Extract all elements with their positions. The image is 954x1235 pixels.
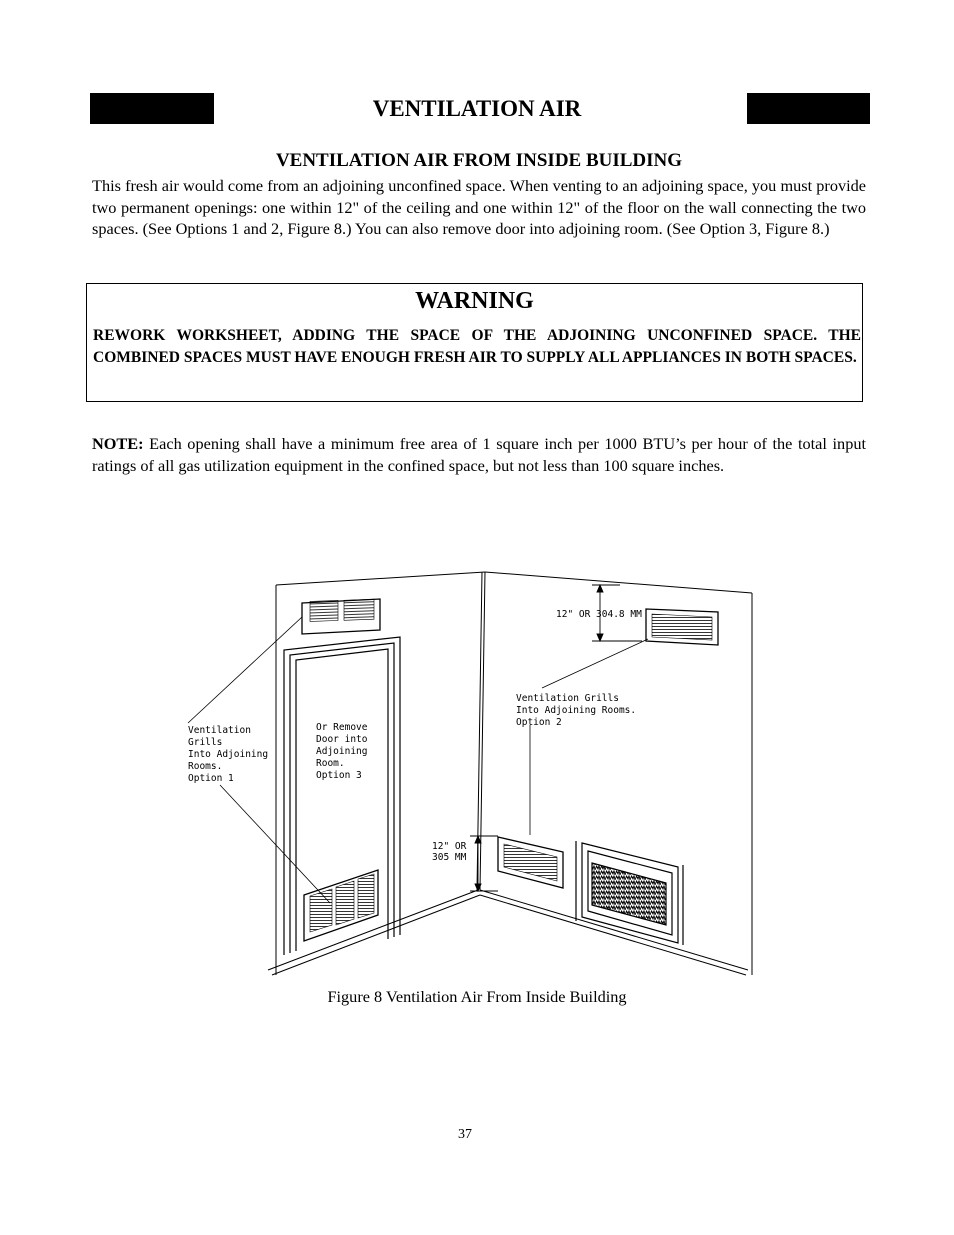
leader-lines <box>188 617 648 903</box>
option2-label-line: Ventilation Grills <box>516 693 619 704</box>
option2-label-line: Into Adjoining Rooms. <box>516 705 637 716</box>
warning-box <box>86 283 863 402</box>
option1-label-line: Grills <box>188 737 223 748</box>
dimension-bottom-label: 305 MM <box>432 852 467 863</box>
fireplace <box>576 841 683 945</box>
grill-option1-bottom <box>304 870 378 941</box>
dimension-top-label: 12" OR 304.8 MM <box>556 609 642 620</box>
option3-label-line: Door into <box>316 734 368 745</box>
note-paragraph <box>92 433 866 476</box>
option1-label-line: Ventilation <box>188 725 251 736</box>
page-number: 37 <box>458 1127 472 1142</box>
option1-label-line: Option 1 <box>188 773 234 784</box>
grill-option2-bottom <box>498 837 563 888</box>
note-label: NOTE: <box>92 434 144 453</box>
intro-paragraph: This fresh air would come from an adjoining unconfined space. When venting to an adjoining space, you must provide two permanent openings: one within 12" of the ceiling and one within 12" of the floor on the wall connecting the two spaces. (See Options 1 and 2, Figure 8.) You can also remove door into adjoining room. (See Option 3, Figure 8.) <box>92 176 866 238</box>
option2-label-line: Option 2 <box>516 717 562 728</box>
section-subtitle: VENTILATION AIR FROM INSIDE BUILDING <box>275 150 683 171</box>
grill-option1-top <box>302 599 380 634</box>
dimension-bottom-label: 12" OR <box>432 841 467 852</box>
option3-label-line: Option 3 <box>316 770 362 781</box>
option3-label-line: Adjoining <box>316 746 368 757</box>
option1-label-line: Rooms. <box>188 761 223 772</box>
option1-label-line: Into Adjoining <box>188 749 269 760</box>
figure-labels <box>188 609 642 863</box>
note-text: Each opening shall have a minimum free area of 1 square inch per 1000 BTU’s per hour of the total input ratings of all gas utilization equipment in the confined space, but not less than 100 square inches. <box>92 434 866 475</box>
warning-title: WARNING <box>415 288 534 314</box>
header-bar-right <box>747 93 870 124</box>
grill-option2-top <box>646 609 718 645</box>
warning-text: REWORK WORKSHEET, ADDING THE SPACE OF THE ADJOINING UNCONFINED SPACE. THE COMBINED SPACES MUST HAVE ENOUGH FRESH AIR TO SUPPLY ALL APPLIANCES IN BOTH SPACES. <box>93 327 861 366</box>
page-title: VENTILATION AIR <box>372 96 582 121</box>
dimension-bottom <box>470 836 498 891</box>
option3-label-line: Or Remove <box>316 722 368 733</box>
figure-caption: Figure 8 Ventilation Air From Inside Building <box>327 987 627 1006</box>
ventilation-figure <box>180 565 760 980</box>
option3-label-line: Room. <box>316 758 345 769</box>
